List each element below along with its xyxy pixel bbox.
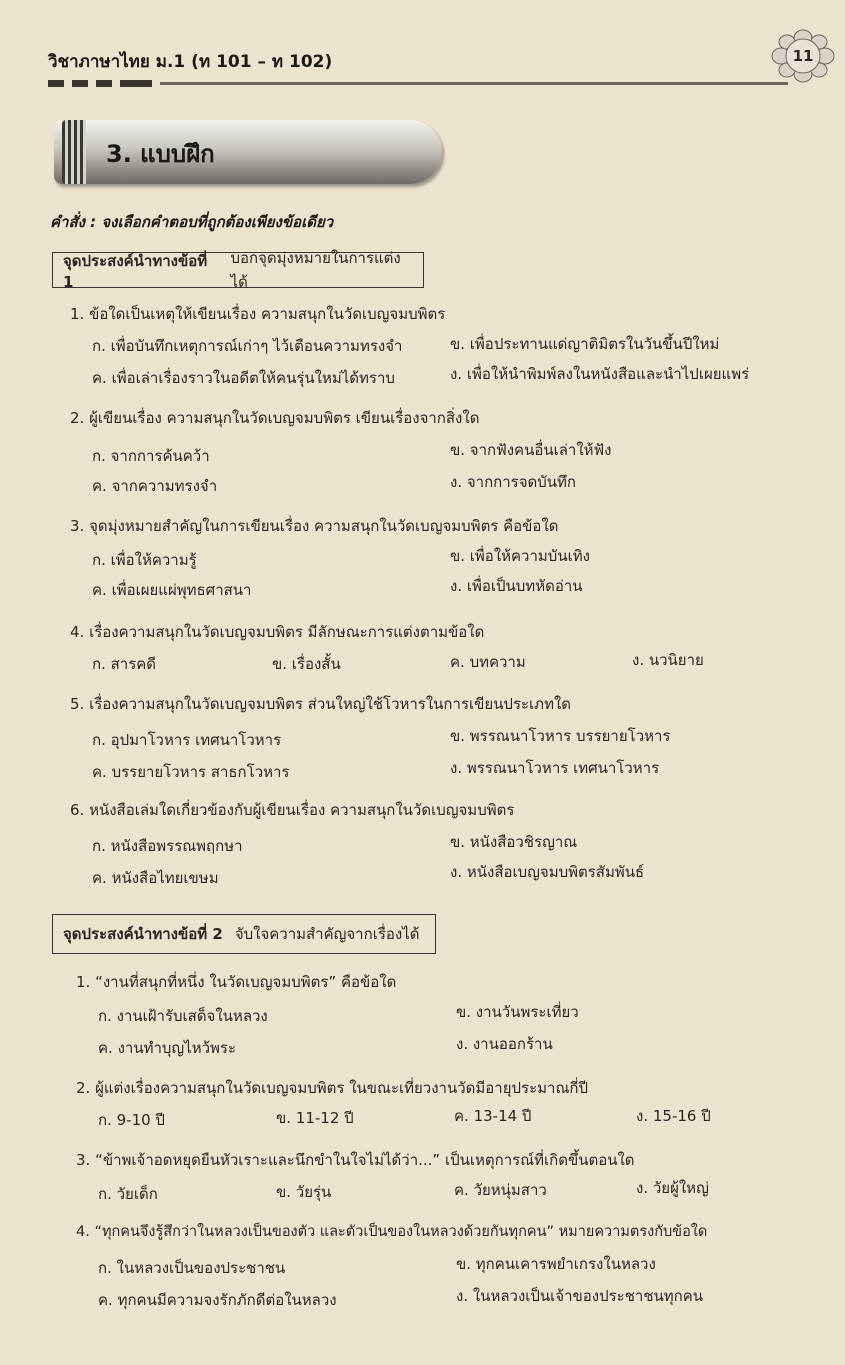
answer-option: ข. วัยรุ่น (276, 1183, 332, 1201)
header-rule (48, 80, 788, 87)
answer-option: ง. งานออกร้าน (456, 1035, 553, 1053)
answer-option: ง. เพื่อเป็นบทหัดอ่าน (450, 577, 583, 595)
page-number: 11 (792, 47, 814, 65)
question-stem: 1. “งานที่สนุกที่หนึ่ง ในวัดเบญจมบพิตร” คือข้อใด (76, 973, 397, 991)
question-stem: 3. จุดมุ่งหมายสำคัญในการเขียนเรื่อง ความสนุกในวัดเบญจมบพิตร คือข้อใด (70, 517, 559, 535)
section-title: 3. แบบฝึก (106, 140, 215, 168)
objective-box-2 (52, 914, 436, 954)
answer-option: ง. วัยผู้ใหญ่ (636, 1179, 709, 1197)
question-stem: 4. “ทุกคนจึงรู้สึกว่าในหลวงเป็นของตัว และตัวเป็นของในหลวงด้วยกันทุกคน” หมายความตรงกับข้อใด (76, 1224, 708, 1240)
question-stem: 2. ผู้เขียนเรื่อง ความสนุกในวัดเบญจมบพิตร เขียนเรื่องจากสิ่งใด (70, 409, 480, 427)
instruction: คำสั่ง : จงเลือกคำตอบที่ถูกต้องเพียงข้อเดียว (50, 213, 334, 231)
answer-option: ค. งานทำบุญไหว้พระ (98, 1039, 237, 1057)
answer-option: ก. จากการค้นคว้า (92, 447, 210, 465)
answer-option: ข. เรื่องสั้น (272, 655, 341, 673)
objective-label: จุดประสงค์นำทางข้อที่ 2 (63, 925, 223, 943)
objective-label: จุดประสงค์นำทางข้อที่ 1 (63, 252, 208, 291)
objective-box-1 (52, 249, 424, 291)
page-header-title: วิชาภาษาไทย ม.1 (ท 101 – ท 102) (48, 52, 333, 72)
answer-option: ค. 13-14 ปี (454, 1107, 532, 1125)
section-banner (54, 120, 442, 184)
answer-option: ค. จากความทรงจำ (92, 477, 218, 495)
answer-option: ค. ทุกคนมีความจงรักภักดีต่อในหลวง (98, 1291, 337, 1309)
answer-option: ง. นวนิยาย (632, 651, 704, 669)
question-stem: 4. เรื่องความสนุกในวัดเบญจมบพิตร มีลักษณะการแต่งตามข้อใด (70, 623, 485, 641)
answer-option: ก. ในหลวงเป็นของประชาชน (98, 1259, 286, 1277)
answer-option: ก. เพื่อให้ความรู้ (92, 551, 197, 569)
answer-option: ก. 9-10 ปี (98, 1111, 165, 1129)
answer-option: ง. 15-16 ปี (636, 1107, 711, 1125)
answer-option: ค. หนังสือไทยเขษม (92, 869, 219, 887)
question-stem: 1. ข้อใดเป็นเหตุให้เขียนเรื่อง ความสนุกในวัดเบญจมบพิตร (70, 305, 446, 323)
answer-option: ก. เพื่อบันทึกเหตุการณ์เก่าๆ ไว้เตือนความทรงจำ (92, 337, 403, 355)
answer-option: ก. อุปมาโวหาร เทศนาโวหาร (92, 731, 282, 749)
answer-option: ข. เพื่อประทานแด่ญาติมิตรในวันขึ้นปีใหม่ (450, 335, 720, 353)
question-stem: 2. ผู้แต่งเรื่องความสนุกในวัดเบญจมบพิตร ในขณะเที่ยวงานวัดมีอายุประมาณกี่ปี (76, 1079, 588, 1097)
answer-option: ก. สารคดี (92, 655, 157, 673)
answer-option: ค. เพื่อเล่าเรื่องราวในอดีตให้คนรุ่นใหม่ได้ทราบ (92, 369, 395, 387)
answer-option: ง. เพื่อให้นำพิมพ์ลงในหนังสือและนำไปเผยแพร่ (450, 365, 750, 383)
question-stem: 3. “ข้าพเจ้าอดหยุดยืนหัวเราะและนึกขำในใจไม่ได้ว่า...” เป็นเหตุการณ์ที่เกิดขึ้นตอนใด (76, 1151, 635, 1169)
objective-text: จับใจความสำคัญจากเรื่องได้ (234, 925, 420, 943)
answer-option: ค. บรรยายโวหาร สาธกโวหาร (92, 763, 290, 781)
answer-option: ง. จากการจดบันทึก (450, 473, 576, 491)
page-number-badge (770, 28, 836, 84)
answer-option: ข. หนังสือวชิรญาณ (450, 833, 578, 851)
question-stem: 5. เรื่องความสนุกในวัดเบญจมบพิตร ส่วนใหญ่ใช้โวหารในการเขียนประเภทใด (70, 695, 572, 713)
answer-option: ค. บทความ (450, 653, 526, 671)
answer-option: ง. พรรณนาโวหาร เทศนาโวหาร (450, 759, 660, 777)
answer-option: ง. หนังสือเบญจมบพิตรสัมพันธ์ (450, 863, 645, 881)
answer-option: ง. ในหลวงเป็นเจ้าของประชาชนทุกคน (456, 1287, 704, 1305)
answer-option: ค. วัยหนุ่มสาว (454, 1181, 547, 1199)
answer-option: ข. จากฟังคนอื่นเล่าให้ฟัง (450, 441, 612, 459)
answer-option: ข. เพื่อให้ความบันเทิง (450, 547, 590, 565)
answer-option: ค. เพื่อเผยแผ่พุทธศาสนา (92, 581, 252, 599)
answer-option: ข. 11-12 ปี (276, 1109, 354, 1127)
answer-option: ก. วัยเด็ก (98, 1185, 158, 1203)
answer-option: ก. งานเฝ้ารับเสด็จในหลวง (98, 1007, 268, 1025)
answer-option: ข. ทุกคนเคารพยำเกรงในหลวง (456, 1255, 656, 1273)
objective-text: บอกจุดมุ่งหมายในการแต่งได้ (230, 249, 401, 291)
answer-option: ข. งานวันพระเที่ยว (456, 1003, 579, 1021)
answer-option: ข. พรรณนาโวหาร บรรยายโวหาร (450, 727, 671, 745)
answer-option: ก. หนังสือพรรณพฤกษา (92, 837, 243, 855)
question-stem: 6. หนังสือเล่มใดเกี่ยวข้องกับผู้เขียนเรื่อง ความสนุกในวัดเบญจมบพิตร (70, 801, 515, 819)
